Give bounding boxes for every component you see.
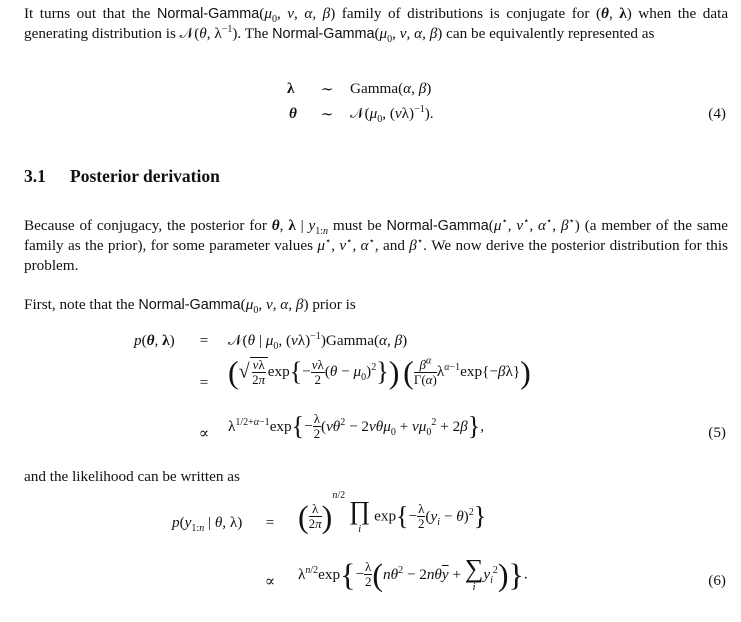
likelihood-paragraph: and the likelihood can be written as [24, 468, 240, 485]
equation-number: (6) [708, 572, 726, 589]
equation-number: (5) [708, 424, 726, 441]
conjugacy-paragraph: Because of conjugacy, the posterior for θ, λ | $y_{1:n}$ must be Normal-Gamma(μ⋆, ν⋆, α⋆, β⋆) (a member of the same family as the prior), for some parameter values μ⋆, ν⋆, α⋆, and β⋆. We now derive the posterior distribution for this problem. [24, 215, 729, 274]
equation-number: (4) [708, 105, 726, 122]
family-name: Normal-Gamma [156, 6, 260, 22]
section-heading: 3.1 Posterior derivation [24, 166, 220, 186]
intro-text: It turns out that the [24, 5, 151, 22]
intro-paragraph: It turns out that the Normal-$Gamma(\mu_0$, ν, α, β) family of distributions is conjugate for (θ, λ) when the data generating distribution is 𝒩(θ, $\lambda^{-1}$). The Normal-$Gamma(\mu_0$, ν, α, β) can be equivalently represented as [24, 5, 729, 46]
prior-paragraph: First, note that the Normal-$Gamma(\mu_0$, ν, α, β) prior is [24, 296, 356, 317]
